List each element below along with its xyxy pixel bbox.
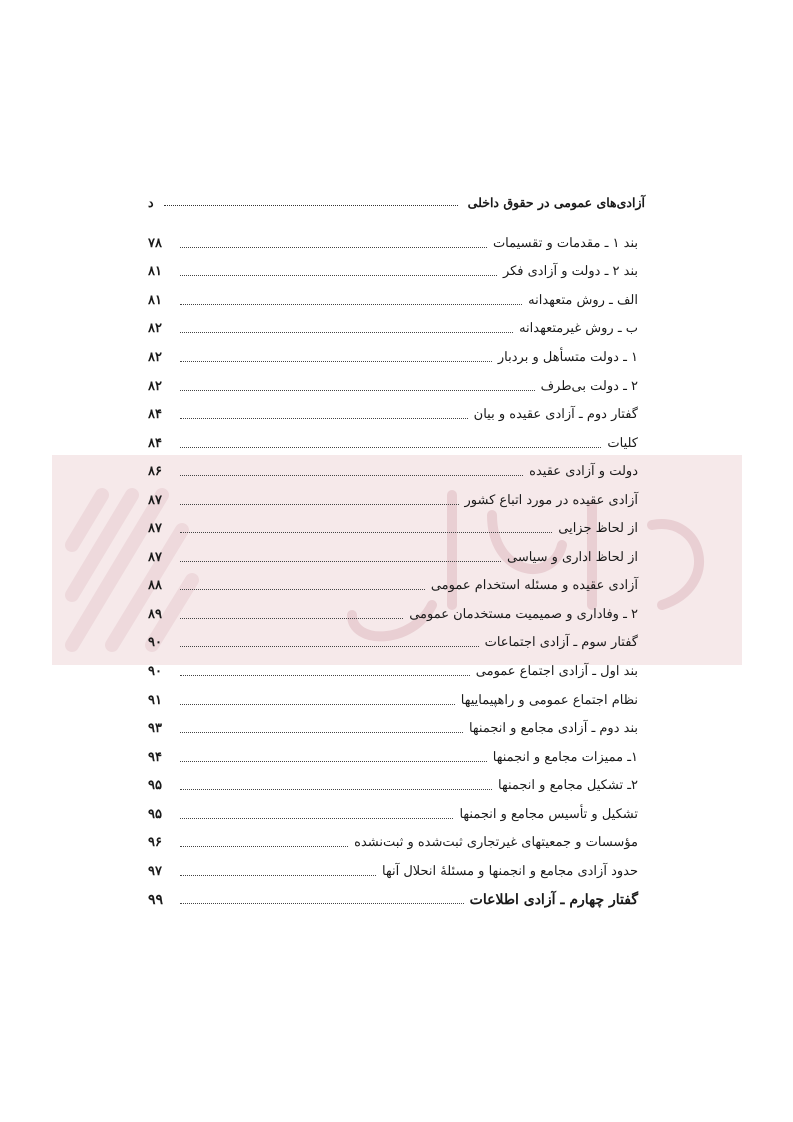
- toc-entry-label: ۲ ـ وفاداری و صمیمیت مستخدمان عمومی: [409, 606, 638, 622]
- toc-dot-leader: [180, 390, 535, 391]
- toc-entry-page: ۹۶: [148, 835, 162, 851]
- toc-entry-label: گفتار دوم ـ آزادی عقیده و بیان: [473, 407, 638, 423]
- toc-dot-leader: [180, 732, 463, 733]
- toc-dot-leader: [180, 447, 601, 448]
- toc-entry: [148, 286, 638, 315]
- toc-dot-leader: [180, 846, 348, 847]
- toc-entry: [148, 857, 638, 886]
- toc-dot-leader: [180, 818, 453, 819]
- toc-entry-label: آزادی عقیده در مورد اتباع کشور: [464, 492, 638, 508]
- toc-dot-leader: [180, 561, 501, 562]
- page-header: [148, 191, 645, 213]
- toc-entry-page: ۹۵: [148, 806, 162, 822]
- toc-entry-page: ۸۸: [148, 578, 162, 594]
- toc-entry-page: ۸۹: [148, 606, 162, 622]
- toc-dot-leader: [180, 304, 522, 305]
- toc-dot-leader: [180, 361, 492, 362]
- toc-entry-label: بند ۱ ـ مقدمات و تقسیمات: [492, 235, 638, 251]
- toc-entry-page: ۹۷: [148, 863, 162, 879]
- header-dot-leader: [164, 205, 458, 206]
- toc-entry-page: ۸۲: [148, 349, 162, 365]
- toc-entry: [148, 258, 638, 287]
- toc-entry: [148, 714, 638, 743]
- toc-entry: [148, 771, 638, 800]
- toc-entry: [148, 657, 638, 686]
- toc-entry-label: نظام اجتماع عمومی و راهپیماییها: [460, 692, 638, 708]
- toc-entry-page: ۹۹: [148, 891, 164, 908]
- header-title: آزادی‌های عمومی در حقوق داخلی: [467, 194, 645, 210]
- toc-entry-label: الف ـ روش متعهدانه: [528, 292, 638, 308]
- toc-entry: [148, 886, 638, 915]
- toc-entry-page: ۹۰: [148, 635, 162, 651]
- toc-dot-leader: [180, 789, 492, 790]
- toc-entry: [148, 457, 638, 486]
- toc-entry-page: ۸۴: [148, 435, 162, 451]
- toc-entry: [148, 543, 638, 572]
- toc-entry: [148, 429, 638, 458]
- toc-entry-label: تشکیل و تأسیس مجامع و انجمنها: [459, 806, 638, 822]
- toc-entry: [148, 600, 638, 629]
- toc-entry: [148, 343, 638, 372]
- toc-entry: [148, 686, 638, 715]
- toc-entry-label: کلیات: [607, 435, 638, 451]
- toc-dot-leader: [180, 618, 403, 619]
- toc-dot-leader: [180, 589, 425, 590]
- toc-entry-label: از لحاظ جزایی: [558, 521, 638, 537]
- toc-dot-leader: [180, 704, 455, 705]
- toc-entry-page: ۸۱: [148, 264, 162, 280]
- toc-entry: [148, 514, 638, 543]
- toc-entry-page: ۹۳: [148, 721, 162, 737]
- toc-entry: [148, 372, 638, 401]
- toc-entry-page: ۹۴: [148, 749, 162, 765]
- toc-entry-label: گفتار چهارم ـ آزادی اطلاعات: [469, 891, 638, 908]
- toc-dot-leader: [180, 761, 487, 762]
- toc-dot-leader: [180, 903, 464, 904]
- toc-entry-label: ۱ـ ممیزات مجامع و انجمنها: [492, 749, 638, 765]
- toc-dot-leader: [180, 875, 376, 876]
- toc-entry-label: مؤسسات و جمعیتهای غیرتجاری ثبت‌شده و ثبت‌نشده: [354, 835, 638, 851]
- toc-entry: [148, 572, 638, 601]
- toc-entry-page: ۸۲: [148, 378, 162, 394]
- toc-entry-label: ب ـ روش غیرمتعهدانه: [519, 321, 638, 337]
- toc-entry-page: ۸۷: [148, 521, 162, 537]
- toc-entry-label: دولت و آزادی عقیده: [529, 464, 638, 480]
- toc-entry-label: ۲ ـ دولت بی‌طرف: [540, 378, 638, 394]
- toc-entry-page: ۸۴: [148, 407, 162, 423]
- toc-entry-label: بند دوم ـ آزادی مجامع و انجمنها: [468, 721, 638, 737]
- toc-dot-leader: [180, 247, 487, 248]
- toc-entry: [148, 800, 638, 829]
- toc-dot-leader: [180, 332, 513, 333]
- toc-entry-label: بند ۲ ـ دولت و آزادی فکر: [502, 264, 638, 280]
- toc-dot-leader: [180, 475, 523, 476]
- header-page-letter: د: [148, 194, 154, 210]
- toc-entry-label: از لحاظ اداری و سیاسی: [506, 549, 638, 565]
- toc-entry-page: ۸۶: [148, 464, 162, 480]
- toc-dot-leader: [180, 275, 497, 276]
- toc-entry-label: آزادی عقیده و مسئله استخدام عمومی: [430, 578, 638, 594]
- toc-entry-label: ۲ـ تشکیل مجامع و انجمنها: [498, 778, 638, 794]
- toc-entry: [148, 828, 638, 857]
- toc-dot-leader: [180, 418, 468, 419]
- toc-entry-label: حدود آزادی مجامع و انجمنها و مسئلهٔ انحلال آنها: [382, 863, 638, 879]
- toc-entry: [148, 315, 638, 344]
- toc-dot-leader: [180, 675, 470, 676]
- toc-dot-leader: [180, 646, 479, 647]
- toc-entry-page: ۹۰: [148, 663, 162, 679]
- toc-entry-label: بند اول ـ آزادی اجتماع عمومی: [475, 663, 638, 679]
- toc-entry-page: ۹۵: [148, 778, 162, 794]
- toc-dot-leader: [180, 532, 552, 533]
- toc-entry-label: ۱ ـ دولت متسأهل و بردبار: [497, 349, 638, 365]
- toc-dot-leader: [180, 504, 459, 505]
- toc-entry-page: ۷۸: [148, 235, 162, 251]
- toc-entry-page: ۸۲: [148, 321, 162, 337]
- toc-entry: [148, 743, 638, 772]
- table-of-contents: [148, 229, 638, 914]
- toc-entry: [148, 486, 638, 515]
- toc-entry-page: ۸۷: [148, 549, 162, 565]
- toc-entry-page: ۸۷: [148, 492, 162, 508]
- toc-entry-label: گفتار سوم ـ آزادی اجتماعات: [484, 635, 638, 651]
- toc-entry-page: ۹۱: [148, 692, 162, 708]
- toc-entry: [148, 229, 638, 258]
- toc-entry: [148, 400, 638, 429]
- toc-entry: [148, 629, 638, 658]
- toc-entry-page: ۸۱: [148, 292, 162, 308]
